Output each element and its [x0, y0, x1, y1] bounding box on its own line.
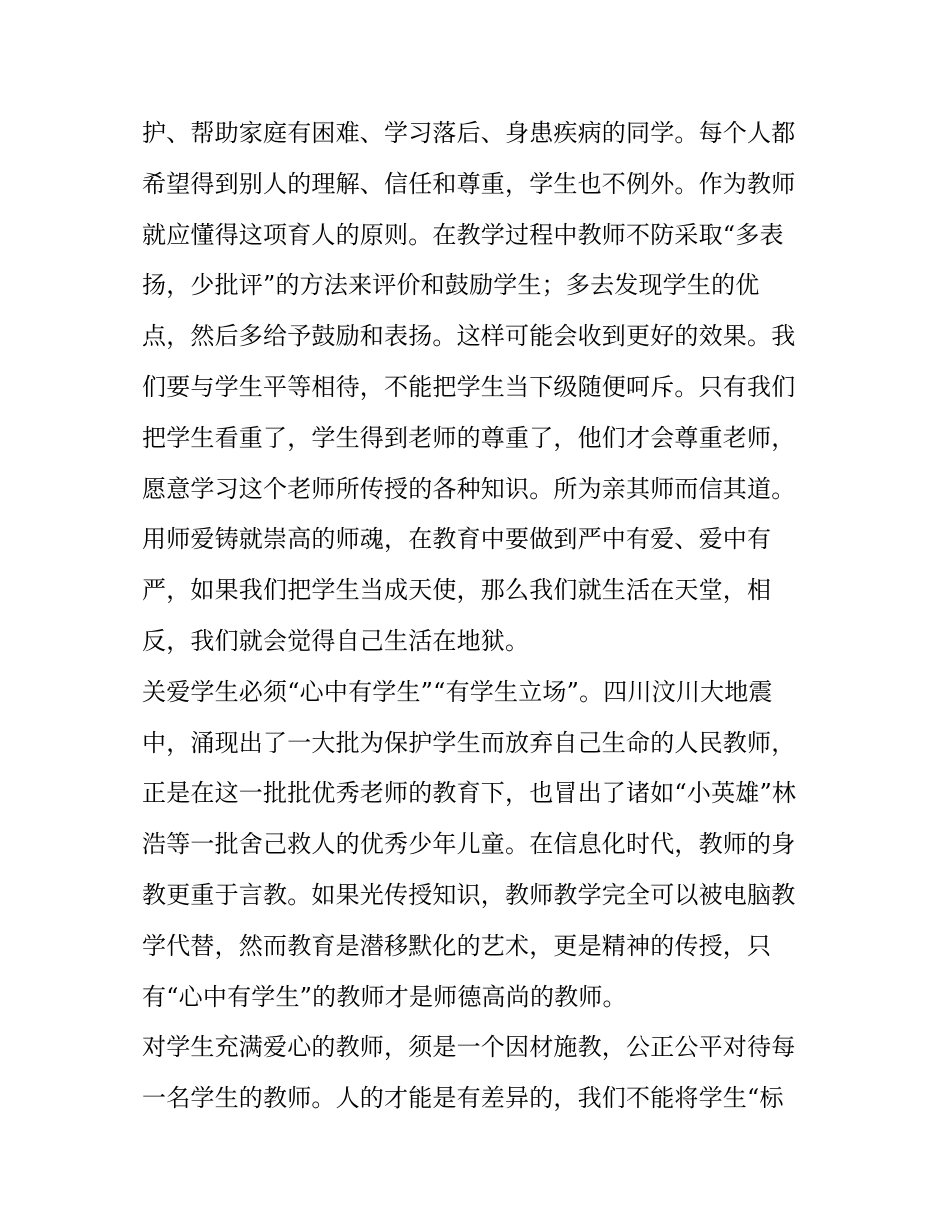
text-line: 点，然后多给予鼓励和表扬。这样可能会收到更好的效果。我 [142, 322, 796, 351]
text-line: 浩等一批舍己救人的优秀少年儿童。在信息化时代，教师的身 [142, 830, 796, 859]
text-line: 学代替，然而教育是潜移默化的艺术，更是精神的传授，只 [142, 931, 772, 960]
text-line: 扬，少批评”的方法来评价和鼓励学生；多去发现学生的优 [142, 271, 760, 300]
text-line: 就应懂得这项育人的原则。在教学过程中教师不防采取“多表 [142, 220, 784, 249]
text-line: 一名学生的教师。人的才能是有差异的，我们不能将学生“标 [142, 1084, 784, 1113]
text-line: 愿意学习这个老师所传授的各种知识。所为亲其师而信其道。 [142, 474, 796, 503]
text-line: 对学生充满爱心的教师，须是一个因材施教，公正公平对待每 [142, 1033, 796, 1062]
text-line: 严，如果我们把学生当成天使，那么我们就生活在天堂，相 [142, 576, 772, 605]
text-line: 们要与学生平等相待，不能把学生当下级随便呵斥。只有我们 [142, 372, 796, 401]
text-line: 把学生看重了，学生得到老师的尊重了，他们才会尊重老师， [142, 423, 796, 452]
text-line: 希望得到别人的理解、信任和尊重，学生也不例外。作为教师 [142, 169, 796, 198]
text-line: 正是在这一批批优秀老师的教育下，也冒出了诸如“小英雄”林 [142, 779, 797, 808]
text-line: 有“心中有学生”的教师才是师德高尚的教师。 [142, 982, 627, 1011]
text-line: 护、帮助家庭有困难、学习落后、身患疾病的同学。每个人都 [142, 119, 796, 147]
text-line: 反，我们就会觉得自己生活在地狱。 [142, 626, 530, 655]
text-line: 关爱学生必须“心中有学生”“有学生立场”。四川汶川大地震 [142, 677, 773, 706]
text-line: 用师爱铸就崇高的师魂，在教育中要做到严中有爱、爱中有 [142, 525, 772, 554]
text-line: 教更重于言教。如果光传授知识，教师教学完全可以被电脑教 [142, 880, 796, 909]
body-text [142, 108, 822, 1124]
text-line: 中，涌现出了一大批为保护学生而放弃自己生命的人民教师， [142, 728, 796, 757]
